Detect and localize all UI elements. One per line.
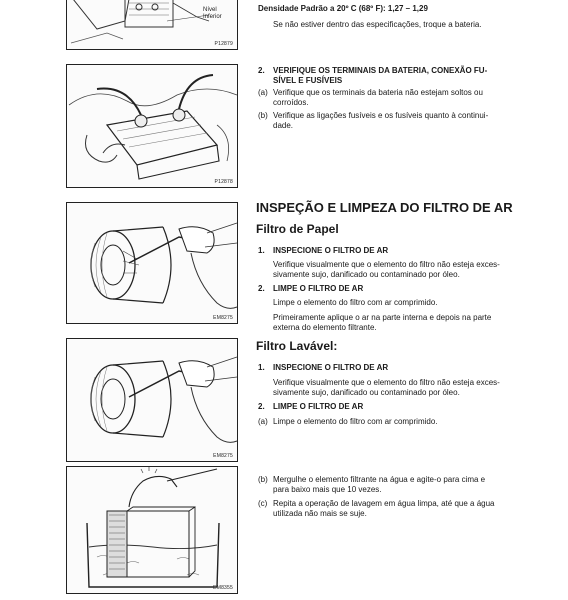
figure-code: EM8275 <box>213 453 233 459</box>
substep-text: Verifique as ligações fusíveis e os fusíveis quanto à continui- dade. <box>273 111 489 130</box>
step-title: INSPECIONE O FILTRO DE AR <box>273 246 389 255</box>
step-number: 2. <box>258 284 265 293</box>
battery-terminals-illustration <box>67 65 239 189</box>
figure-code: P12879 <box>214 41 233 47</box>
step-number: 2. <box>258 66 265 75</box>
figure-battery-terminals <box>66 64 238 188</box>
step-title: LIMPE O FILTRO DE AR <box>273 402 364 411</box>
filter-washing-illustration <box>67 467 239 595</box>
subsection-heading-washable: Filtro Lavável: <box>256 339 338 353</box>
substep-text: Verifique que os terminais da bateria não estejam soltos ou corroídos. <box>273 88 483 107</box>
substep-marker: (b) <box>258 475 268 484</box>
step-title: LIMPE O FILTRO DE AR <box>273 284 364 293</box>
lower-level-label: Nível Inferior <box>203 7 222 20</box>
step-text: Primeiramente aplique o ar na parte interna e depois na parte externa do elemento filtrante. <box>273 313 492 332</box>
figure-battery-level <box>66 0 238 50</box>
step-number: 1. <box>258 246 265 255</box>
air-filter-illustration <box>67 339 239 463</box>
figure-air-filter-paper <box>66 202 238 324</box>
air-filter-illustration <box>67 203 239 325</box>
figure-code: P12878 <box>214 179 233 185</box>
substep-text: Repita a operação de lavagem em água limpa, até que a água utilizada não mais se suje. <box>273 499 495 518</box>
step-title-battery-terminals: VERIFIQUE OS TERMINAIS DA BATERIA, CONEXÃO FU- SÍVEL E FUSÍVEIS <box>273 66 488 85</box>
step-text: Verifique visualmente que o elemento do filtro não esteja exces- sivamente sujo, danificado ou contaminado por óleo. <box>273 378 500 397</box>
substep-text: Mergulhe o elemento filtrante na água e agite-o para cima e para baixo mais que 10 vezes. <box>273 475 486 494</box>
step-text: Limpe o elemento do filtro com ar comprimido. <box>273 298 438 307</box>
figure-filter-washing <box>66 466 238 594</box>
section-title: INSPEÇÃO E LIMPEZA DO FILTRO DE AR <box>256 200 513 215</box>
substep-marker: (a) <box>258 417 268 426</box>
subsection-heading-paper: Filtro de Papel <box>256 222 339 236</box>
figure-code: EM8275 <box>213 315 233 321</box>
figure-air-filter-washable <box>66 338 238 462</box>
step-number: 1. <box>258 363 265 372</box>
substep-marker: (c) <box>258 499 268 508</box>
density-standard-line: Densidade Padrão a 20º C (68º F): 1,27 – 1,29 <box>258 4 428 13</box>
substep-text: Limpe o elemento do filtro com ar comprimido. <box>273 417 438 426</box>
figure-code: EM8355 <box>213 585 233 591</box>
step-title: INSPECIONE O FILTRO DE AR <box>273 363 389 372</box>
step-number: 2. <box>258 402 265 411</box>
substep-marker: (b) <box>258 111 268 120</box>
step-text: Verifique visualmente que o elemento do filtro não esteja exces- sivamente sujo, danificado ou contaminado por óleo. <box>273 260 500 279</box>
density-note: Se não estiver dentro das especificações, troque a bateria. <box>273 20 482 29</box>
substep-marker: (a) <box>258 88 268 97</box>
